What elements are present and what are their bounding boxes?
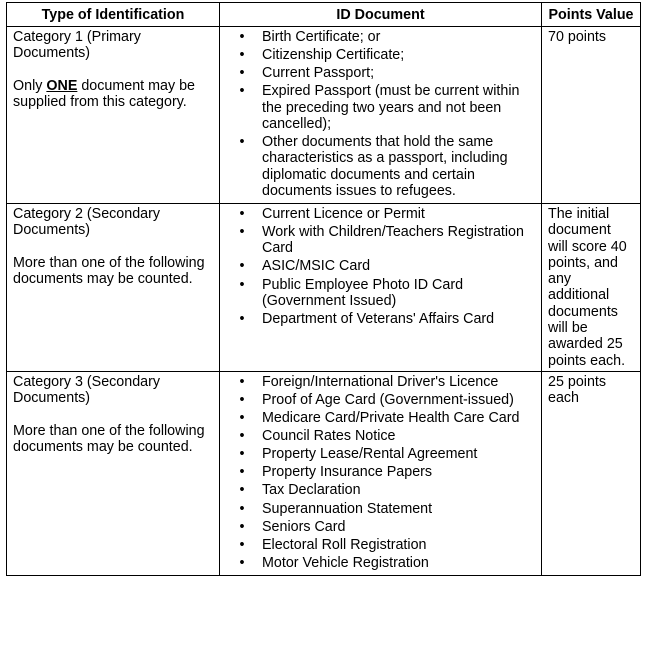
bullet-icon: • <box>239 65 245 82</box>
points-cell <box>542 371 641 575</box>
category-title: Category 2 (Secondary Documents) <box>13 205 161 239</box>
note-emphasis: ONE <box>46 77 78 94</box>
category-title: Category 3 (Secondary Documents) <box>13 373 161 407</box>
bullet-icon: • <box>239 133 245 150</box>
document-item <box>239 536 535 553</box>
document-item <box>239 205 535 222</box>
document-item <box>239 133 535 199</box>
documents-cell <box>220 371 542 575</box>
documents-cell <box>220 203 542 371</box>
document-item <box>239 518 535 535</box>
document-item <box>239 65 535 82</box>
document-item-label: Medicare Card/Private Health Care Card <box>262 410 520 427</box>
bullet-icon: • <box>239 518 245 535</box>
document-item <box>239 464 535 481</box>
document-item <box>239 310 535 327</box>
document-item <box>239 554 535 571</box>
bullet-icon: • <box>239 482 245 499</box>
document-item-label: Work with Children/Teachers Registration Card <box>262 224 524 257</box>
document-item-label: Motor Vehicle Registration <box>262 554 429 571</box>
document-list <box>236 206 535 327</box>
note-prefix: Only <box>13 77 47 94</box>
document-item <box>239 258 535 275</box>
document-item-label: Property Insurance Papers <box>262 464 433 481</box>
document-list <box>236 374 535 571</box>
document-item-label: Citizenship Certificate; <box>262 47 405 64</box>
document-item <box>239 428 535 445</box>
bullet-icon: • <box>239 446 245 463</box>
bullet-icon: • <box>239 536 245 553</box>
documents-cell <box>220 27 542 204</box>
document-item <box>239 47 535 64</box>
document-item-label: Birth Certificate; or <box>262 29 381 45</box>
points-cell <box>542 27 641 204</box>
document-item-label: Superannuation Statement <box>262 500 433 517</box>
category-note <box>13 78 213 111</box>
document-list <box>236 29 535 199</box>
document-item <box>239 482 535 499</box>
points-value: The initial document will score 40 points, and any additional documents will be awarded 25 points each. <box>548 205 627 369</box>
points-cell <box>542 203 641 371</box>
note-suffix: document may be supplied from this category. <box>13 77 195 110</box>
document-item-label: Seniors Card <box>262 518 346 535</box>
category-cell <box>7 27 220 204</box>
table-row-category-3 <box>7 371 641 575</box>
document-item-label: ASIC/MSIC Card <box>262 258 371 275</box>
document-item <box>239 224 535 257</box>
document-item <box>239 276 535 310</box>
header-document: ID Document <box>220 3 542 27</box>
bullet-icon: • <box>239 224 245 241</box>
document-item-label: Other documents that hold the same characteristics as a passport, including diplomatic documents and certain documents issues to refugees. <box>262 133 508 199</box>
document-item <box>239 500 535 517</box>
points-value: 70 points <box>548 29 607 45</box>
document-item-label: Foreign/International Driver's Licence <box>262 373 499 390</box>
table-row-category-1 <box>7 27 641 204</box>
bullet-icon: • <box>239 205 245 222</box>
bullet-icon: • <box>239 83 245 100</box>
bullet-icon: • <box>239 29 245 45</box>
document-item-label: Council Rates Notice <box>262 428 396 445</box>
document-item <box>239 446 535 463</box>
bullet-icon: • <box>239 464 245 481</box>
bullet-icon: • <box>239 276 245 293</box>
table-row-category-2 <box>7 203 641 371</box>
bullet-icon: • <box>239 373 245 390</box>
document-item-label: Current Passport; <box>262 65 375 82</box>
document-item-label: Tax Declaration <box>262 482 361 499</box>
bullet-icon: • <box>239 410 245 427</box>
bullet-icon: • <box>239 310 245 327</box>
bullet-icon: • <box>239 392 245 409</box>
document-item-label: Current Licence or Permit <box>262 205 425 222</box>
document-item <box>239 29 535 45</box>
document-item <box>239 410 535 427</box>
points-value: 25 points each <box>548 373 607 407</box>
bullet-icon: • <box>239 47 245 64</box>
identification-points-table <box>6 2 641 576</box>
header-points: Points Value <box>542 3 641 27</box>
bullet-icon: • <box>239 500 245 517</box>
header-type: Type of Identification <box>7 3 220 27</box>
document-item-label: Expired Passport (must be current within the preceding two years and not been cancelled); <box>262 83 520 132</box>
document-item <box>239 373 535 390</box>
category-note: More than one of the following documents may be counted. <box>13 254 205 287</box>
table-header <box>7 3 641 27</box>
category-note: More than one of the following documents may be counted. <box>13 422 205 455</box>
document-item <box>239 392 535 409</box>
document-item-label: Public Employee Photo ID Card (Government Issued) <box>262 276 464 309</box>
document-item-label: Department of Veterans' Affairs Card <box>262 310 495 327</box>
header-row <box>7 3 641 27</box>
category-title: Category 1 (Primary Documents) <box>13 29 141 62</box>
category-cell <box>7 203 220 371</box>
category-cell <box>7 371 220 575</box>
document-item-label: Property Lease/Rental Agreement <box>262 446 478 463</box>
bullet-icon: • <box>239 554 245 571</box>
document-item-label: Electoral Roll Registration <box>262 536 427 553</box>
bullet-icon: • <box>239 428 245 445</box>
document-item-label: Proof of Age Card (Government-issued) <box>262 392 514 409</box>
bullet-icon: • <box>239 258 245 275</box>
document-item <box>239 83 535 132</box>
